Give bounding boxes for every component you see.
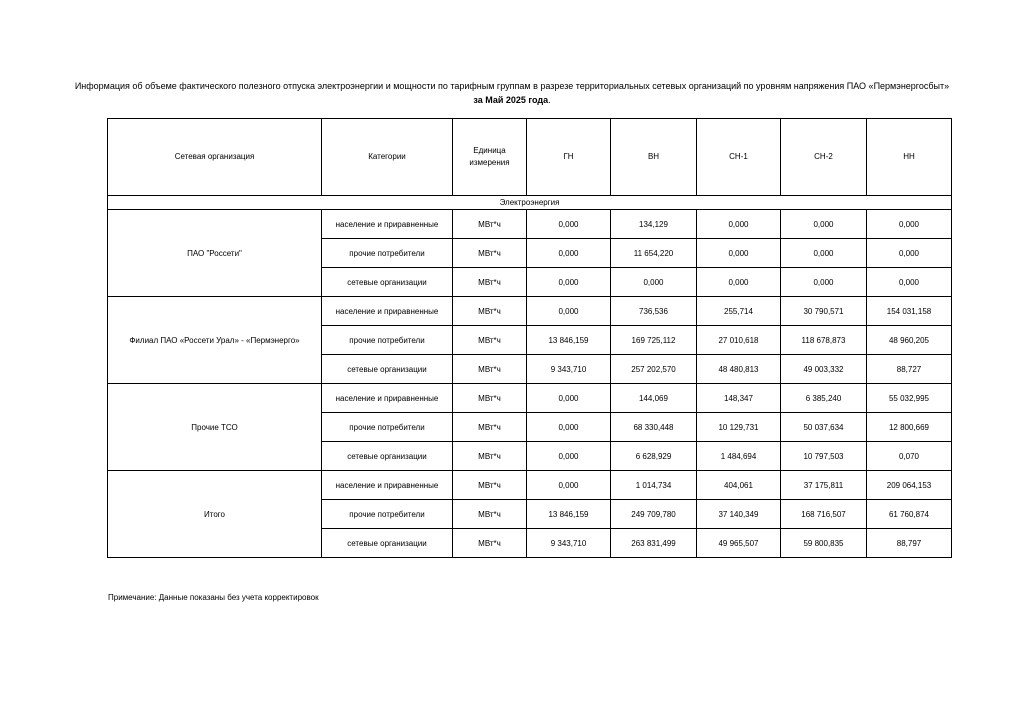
- title-period: за Май 2025 года: [473, 95, 549, 105]
- header-unit: Единица измерения: [453, 119, 527, 196]
- unit-cell: МВт*ч: [453, 268, 527, 297]
- unit-cell: МВт*ч: [453, 326, 527, 355]
- header-sn1: СН-1: [697, 119, 781, 196]
- unit-cell: МВт*ч: [453, 239, 527, 268]
- value-cell: 134,129: [611, 210, 697, 239]
- value-cell: 0,000: [527, 442, 611, 471]
- value-cell: 144,069: [611, 384, 697, 413]
- table-row: [108, 297, 952, 326]
- value-cell: 11 654,220: [611, 239, 697, 268]
- value-cell: 1 014,734: [611, 471, 697, 500]
- value-cell: 209 064,153: [867, 471, 952, 500]
- value-cell: 0,000: [697, 239, 781, 268]
- value-cell: 1 484,694: [697, 442, 781, 471]
- value-cell: 0,070: [867, 442, 952, 471]
- value-cell: 0,000: [867, 239, 952, 268]
- org-cell: Прочие ТСО: [108, 384, 322, 471]
- header-gn: ГН: [527, 119, 611, 196]
- value-cell: 0,000: [697, 210, 781, 239]
- category-cell: прочие потребители: [322, 239, 453, 268]
- unit-cell: МВт*ч: [453, 210, 527, 239]
- value-cell: 0,000: [527, 210, 611, 239]
- value-cell: 0,000: [527, 268, 611, 297]
- value-cell: 49 003,332: [781, 355, 867, 384]
- category-cell: сетевые организации: [322, 268, 453, 297]
- value-cell: 59 800,835: [781, 529, 867, 558]
- value-cell: 48 960,205: [867, 326, 952, 355]
- table-header-row: [108, 119, 952, 196]
- value-cell: 13 846,159: [527, 500, 611, 529]
- value-cell: 9 343,710: [527, 355, 611, 384]
- header-nn: НН: [867, 119, 952, 196]
- category-cell: население и приравненные: [322, 210, 453, 239]
- title-line-2: [0, 93, 1024, 107]
- value-cell: 0,000: [527, 239, 611, 268]
- value-cell: 404,061: [697, 471, 781, 500]
- header-network-org: Сетевая организация: [108, 119, 322, 196]
- value-cell: 61 760,874: [867, 500, 952, 529]
- report-title: [0, 79, 1024, 107]
- category-cell: население и приравненные: [322, 384, 453, 413]
- value-cell: 0,000: [781, 268, 867, 297]
- value-cell: 48 480,813: [697, 355, 781, 384]
- value-cell: 49 965,507: [697, 529, 781, 558]
- category-cell: население и приравненные: [322, 471, 453, 500]
- value-cell: 249 709,780: [611, 500, 697, 529]
- value-cell: 50 037,634: [781, 413, 867, 442]
- value-cell: 0,000: [781, 210, 867, 239]
- unit-cell: МВт*ч: [453, 297, 527, 326]
- value-cell: 88,727: [867, 355, 952, 384]
- table-row: [108, 210, 952, 239]
- value-cell: 10 129,731: [697, 413, 781, 442]
- value-cell: 9 343,710: [527, 529, 611, 558]
- category-cell: сетевые организации: [322, 529, 453, 558]
- value-cell: 168 716,507: [781, 500, 867, 529]
- category-cell: население и приравненные: [322, 297, 453, 326]
- value-cell: 37 140,349: [697, 500, 781, 529]
- value-cell: 0,000: [527, 413, 611, 442]
- value-cell: 0,000: [781, 239, 867, 268]
- value-cell: 0,000: [867, 268, 952, 297]
- org-cell: Филиал ПАО «Россети Урал» - «Пермэнерго»: [108, 297, 322, 384]
- org-cell: Итого: [108, 471, 322, 558]
- value-cell: 154 031,158: [867, 297, 952, 326]
- value-cell: 88,797: [867, 529, 952, 558]
- section-label: Электроэнергия: [108, 196, 952, 210]
- value-cell: 0,000: [697, 268, 781, 297]
- value-cell: 257 202,570: [611, 355, 697, 384]
- value-cell: 0,000: [611, 268, 697, 297]
- value-cell: 6 385,240: [781, 384, 867, 413]
- header-sn2: СН-2: [781, 119, 867, 196]
- value-cell: 148,347: [697, 384, 781, 413]
- value-cell: 68 330,448: [611, 413, 697, 442]
- table-row: [108, 471, 952, 500]
- value-cell: 255,714: [697, 297, 781, 326]
- unit-cell: МВт*ч: [453, 471, 527, 500]
- value-cell: 37 175,811: [781, 471, 867, 500]
- value-cell: 30 790,571: [781, 297, 867, 326]
- unit-cell: МВт*ч: [453, 355, 527, 384]
- unit-cell: МВт*ч: [453, 384, 527, 413]
- section-row: [108, 196, 952, 210]
- org-cell: ПАО "Россети": [108, 210, 322, 297]
- value-cell: 6 628,929: [611, 442, 697, 471]
- value-cell: 13 846,159: [527, 326, 611, 355]
- unit-cell: МВт*ч: [453, 529, 527, 558]
- energy-table: [107, 118, 952, 558]
- value-cell: 263 831,499: [611, 529, 697, 558]
- value-cell: 736,536: [611, 297, 697, 326]
- category-cell: прочие потребители: [322, 326, 453, 355]
- category-cell: прочие потребители: [322, 500, 453, 529]
- unit-cell: МВт*ч: [453, 500, 527, 529]
- title-period-suffix: .: [548, 95, 551, 105]
- value-cell: 0,000: [527, 471, 611, 500]
- unit-cell: МВт*ч: [453, 442, 527, 471]
- header-vn: ВН: [611, 119, 697, 196]
- value-cell: 0,000: [527, 297, 611, 326]
- value-cell: 169 725,112: [611, 326, 697, 355]
- value-cell: 12 800,669: [867, 413, 952, 442]
- header-category: Категории: [322, 119, 453, 196]
- category-cell: прочие потребители: [322, 413, 453, 442]
- category-cell: сетевые организации: [322, 355, 453, 384]
- value-cell: 0,000: [527, 384, 611, 413]
- value-cell: 10 797,503: [781, 442, 867, 471]
- value-cell: 118 678,873: [781, 326, 867, 355]
- footnote: Примечание: Данные показаны без учета корректировок: [108, 593, 319, 602]
- table-row: [108, 384, 952, 413]
- unit-cell: МВт*ч: [453, 413, 527, 442]
- title-line-1: Информация об объеме фактического полезного отпуска электроэнергии и мощности по тарифным группам в разрезе территориальных сетевых организаций по уровням напряжения ПАО «Пермэнергосбыт»: [74, 81, 950, 91]
- value-cell: 55 032,995: [867, 384, 952, 413]
- value-cell: 0,000: [867, 210, 952, 239]
- category-cell: сетевые организации: [322, 442, 453, 471]
- value-cell: 27 010,618: [697, 326, 781, 355]
